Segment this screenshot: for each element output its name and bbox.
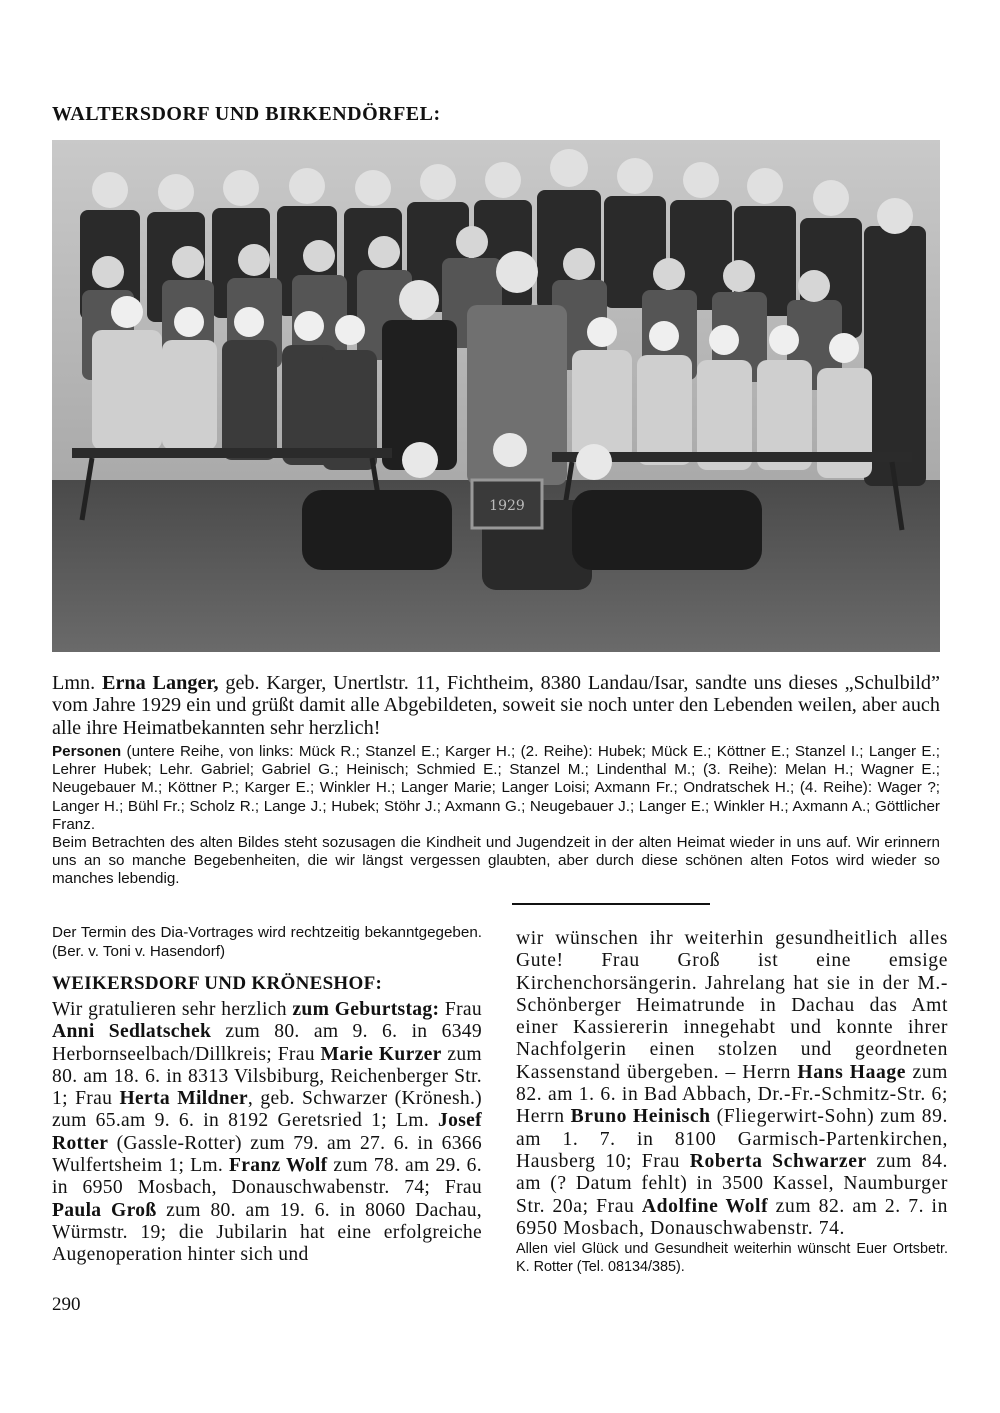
bold-name: Paula Groß: [52, 1199, 157, 1221]
text-segment: zum 80. am 9. 6. in 6349 Herbornseelbach/Dillkreis; Frau: [52, 1021, 482, 1065]
persons-text: (untere Reihe, von links: Mück R.; Stanzel E.; Karger H.; (2. Reihe): Hubek; Mück E.; Köttner E.; Stanzel I.; Langer E.; Lehrer Hubek; Lehr. Gabriel; Gabriel G.; Heinisch; Schmied E.; Stanzel M.; Lindenthal M.; (3. Reihe): Melan H.; Wagner E.; Neugebauer M.; Köttner P.; Karger E.; Winkler H.; Langer Marie; Langer Loisi; Axmann Fr.; Ondratschek H.; (4. Reihe): Wager ?; Langer H.; Bühl Fr.; Scholz R.; Lange J.; Hubek; Stöhr J.; Axmann G.; Neugebauer J.; Langer E.; Winkler H.; Axmann A.; Göttlicher Franz.: [52, 743, 940, 833]
bold-name: Hans Haage: [797, 1061, 907, 1083]
bold-name: Roberta Schwarzer: [689, 1150, 867, 1172]
dia-note: Der Termin des Dia-Vortrages wird rechtzeitig bekanntgegeben. (Ber. v. Toni v. Hasendorf): [52, 924, 482, 960]
caption-sender-name: Erna Langer,: [102, 672, 219, 694]
photo-caption: [52, 672, 940, 739]
bold-name: Bruno Heinisch: [570, 1106, 711, 1128]
birthday-list-right: [516, 928, 948, 1240]
birthday-list-left: [52, 999, 482, 1267]
text-segment: zum 84. am (? Datum fehlt) in 3500 Kassel, Naumburger Str. 20a; Frau: [516, 1150, 949, 1217]
section-divider: [512, 903, 710, 905]
slate-year: 1929: [489, 498, 525, 514]
section-heading-weikersdorf: WEIKERSDORF UND KRÖNESHOF:: [52, 973, 383, 994]
text-segment: zum 80. am 18. 6. in 8313 Vilsbiburg, Reichenberger Str. 1; Frau: [52, 1043, 482, 1110]
bold-name: Franz Wolf: [228, 1155, 328, 1177]
bold-name: Adolfine Wolf: [641, 1195, 769, 1217]
text-segment: (Fliegerwirt-Sohn) zum 89. am 1. 7. in 8100 Garmisch-Partenkirchen, Hausberg 10; Frau: [516, 1106, 948, 1172]
caption-prefix: Lmn.: [52, 672, 102, 694]
class-photo-illustration: [52, 140, 940, 652]
left-column: [52, 923, 482, 1267]
persons-closing: Beim Betrachten des alten Bildes steht sozusagen die Kindheit und Jugendzeit in der alten Heimat wieder in uns auf. Wir erinnern uns an so manche Begebenheiten, die wir längst vergessen glaubten, aber durch diese schönen alten Fotos wird wieder so manches lebendig.: [52, 834, 940, 888]
bold-name: Josef Rotter: [52, 1110, 482, 1154]
caption-text: geb. Karger, Unertlstr. 11, Fichtheim, 8380 Landau/Isar, sandte uns dieses „Schulbild” vom Jahre 1929 ein und grüßt damit alle Abgebildeten, soweit sie noch unter den Lebenden weilen, aber auch alle ihre Heimatbekannten sehr herzlich!: [52, 672, 940, 739]
section-title: WALTERSDORF UND BIRKENDÖRFEL:: [52, 103, 441, 125]
text-segment: zum 82. am 1. 6. in Bad Abbach, Dr.-Fr.-Schmitz-Str. 6; Herrn: [516, 1061, 948, 1128]
text-segment: zum 78. am 29. 6. in 6950 Mosbach, Donauschwabenstr. 74; Frau: [52, 1155, 482, 1199]
text-segment: , geb. Schwarzer (Krönesh.) zum 65.am 9. 6. in 8192 Geretsried 1; Lm.: [52, 1088, 482, 1132]
persons-list: [52, 743, 940, 889]
persons-lead: Personen: [52, 743, 122, 760]
bold-segment: zum Geburtstag:: [292, 999, 440, 1020]
text-segment: (Gassle-Rotter) zum 79. am 27. 6. in 6366 Wulfertsheim 1; Lm.: [52, 1132, 482, 1177]
closing-greeting: Allen viel Glück und Gesundheit weiterhin wünscht Euer Ortsbetr. K. Rotter (Tel. 08134/385).: [516, 1241, 948, 1276]
class-photo: [52, 140, 940, 652]
right-column: [516, 928, 948, 1276]
text-segment: zum 80. am 19. 6. in 8060 Dachau, Würmstr. 19; die Jubilarin hat eine erfolgreiche Augenoperation hinter sich und: [52, 1199, 482, 1266]
bold-name: Herta Mildner: [119, 1088, 248, 1110]
text-segment: zum 82. am 2. 7. in 6950 Mosbach, Donauschwabenstr. 74.: [516, 1195, 948, 1239]
text-segment: wir wünschen ihr weiterhin gesundheitlich alles Gute! Frau Groß ist eine emsige Kirchenchorsängerin. Jahrelang hat sie in der M.-Schönberger Heimatrunde in Dachau das Amt einer Kassiererin innegehabt und konnte ihrer Nachfolgerin einen stolzen und geordneten Kassenstand übergeben. – Herrn: [516, 928, 948, 1083]
bold-name: Marie Kurzer: [320, 1043, 442, 1065]
bold-name: Anni Sedlatschek: [52, 1021, 212, 1043]
page-number: 290: [52, 1294, 81, 1315]
text-segment: Frau: [439, 999, 482, 1020]
text-segment: Wir gratulieren sehr herzlich: [52, 999, 293, 1020]
